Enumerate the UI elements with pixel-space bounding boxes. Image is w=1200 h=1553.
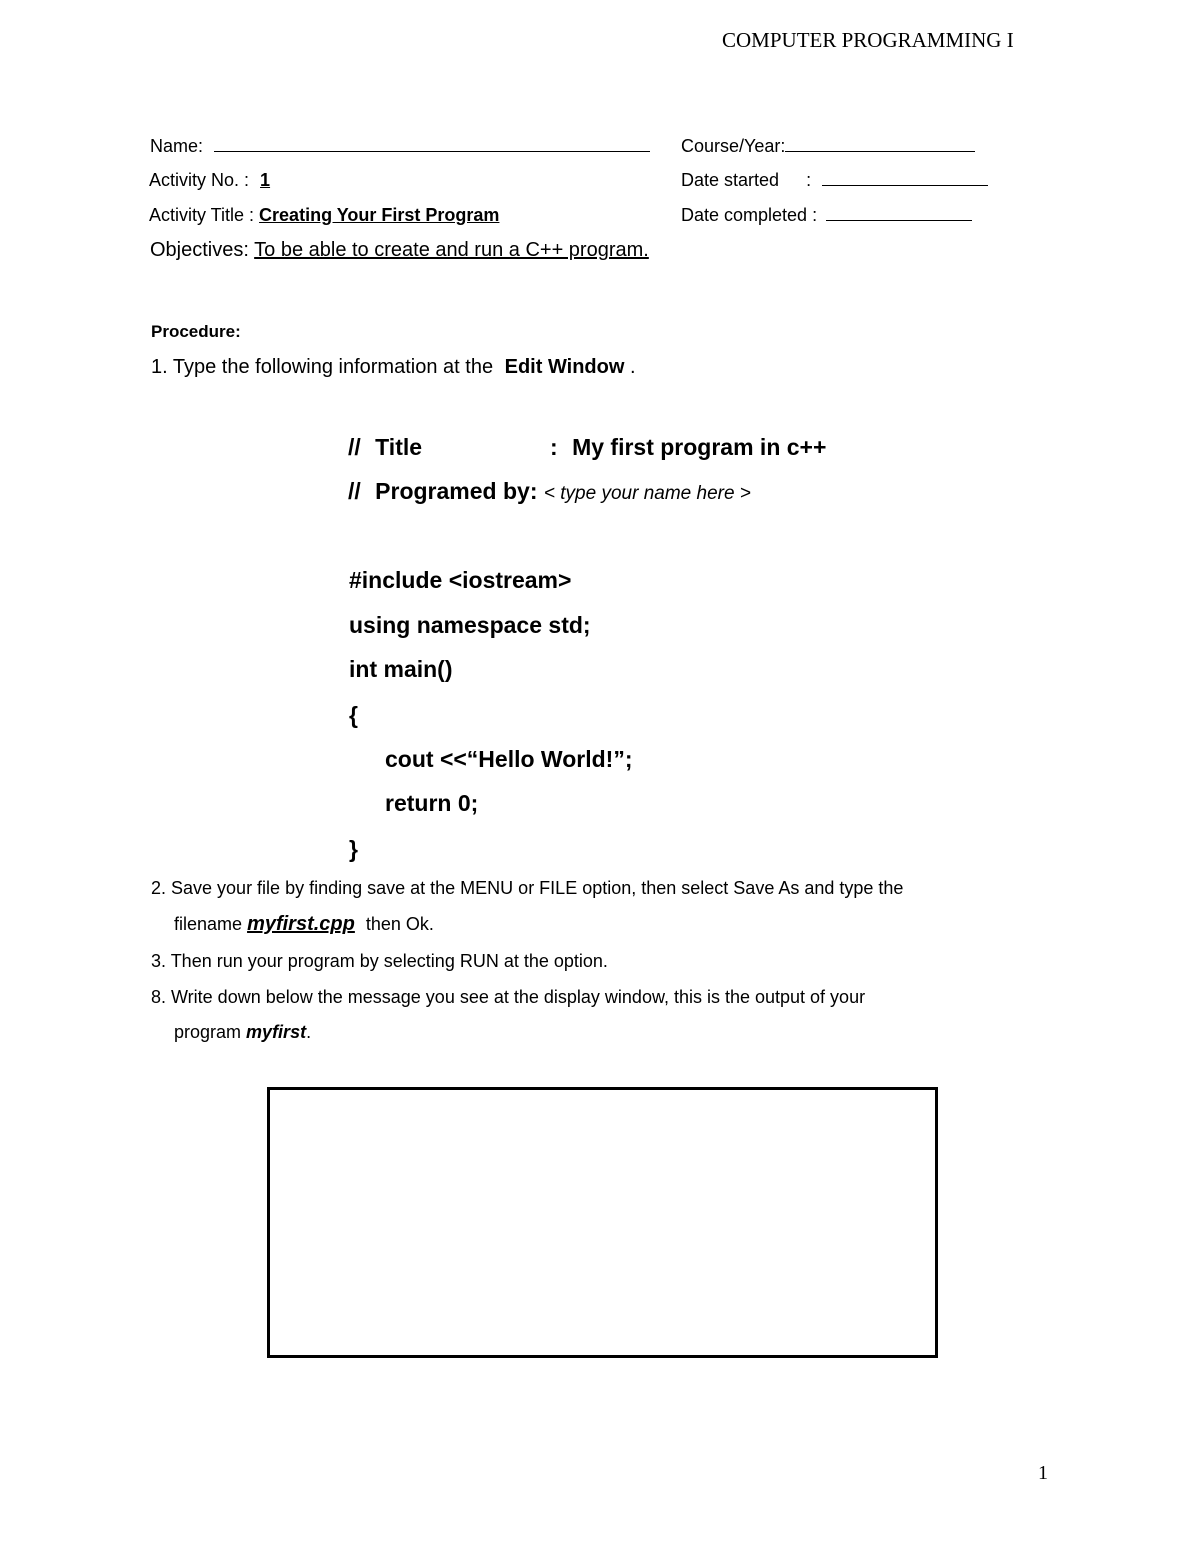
step-2-line-1: 2. Save your file by finding save at the MENU or FILE option, then select Save As and type the	[151, 878, 904, 898]
program-name-myfirst: myfirst	[246, 1022, 307, 1042]
activity-no-row	[149, 170, 270, 191]
procedure-heading: Procedure:	[151, 322, 241, 341]
filename-myfirst-cpp: myfirst.cpp	[247, 913, 355, 935]
name-field-row	[150, 136, 650, 157]
code-line-close-brace: }	[349, 836, 358, 862]
edit-window-label: Edit Window	[504, 356, 625, 378]
activity-title-value: Creating Your First Program	[259, 205, 500, 225]
date-started-row	[681, 170, 988, 191]
course-year-blank[interactable]	[785, 137, 975, 152]
course-year-row	[681, 136, 975, 157]
objectives-value: To be able to create and run a C++ program.	[254, 239, 649, 261]
date-completed-blank[interactable]	[826, 206, 972, 221]
code-line-include: #include <iostream>	[349, 567, 572, 593]
objectives-row	[150, 239, 649, 262]
step-8-line-1: 8. Write down below the message you see at the display window, this is the output of your	[151, 987, 866, 1007]
code-line-open-brace: {	[349, 702, 358, 728]
activity-no-value: 1	[260, 170, 271, 190]
code-line-main: int main()	[349, 656, 453, 682]
code-line-namespace: using namespace std;	[349, 612, 591, 638]
activity-title-row	[149, 205, 499, 226]
date-started-label: Date started	[681, 170, 780, 190]
step-8-line-2: program myfirst.	[174, 1022, 312, 1042]
course-year-label: Course/Year:	[681, 136, 786, 156]
name-blank[interactable]	[214, 137, 650, 152]
objectives-label: Objectives:	[150, 239, 249, 261]
date-started-blank[interactable]	[822, 171, 988, 186]
activity-no-label: Activity No. :	[149, 170, 250, 190]
step-1: 1. Type the following information at the Edit Window .	[151, 356, 636, 378]
date-completed-row	[681, 205, 972, 226]
code-comment-author: // Programed by: < type your name here >	[348, 478, 751, 504]
activity-title-label: Activity Title :	[149, 205, 255, 225]
course-header: COMPUTER PROGRAMMING I	[722, 28, 1014, 52]
code-comment-title-value: : My first program in c++	[550, 434, 827, 460]
code-comment-title: // Title	[348, 434, 423, 460]
name-placeholder: < type your name here >	[543, 483, 751, 504]
page-number: 1	[1038, 1462, 1048, 1484]
step-3: 3. Then run your program by selecting RUN at the option.	[151, 951, 608, 971]
step-2-line-2: filename myfirst.cpp then Ok.	[174, 913, 434, 935]
date-started-colon: :	[806, 170, 812, 190]
name-label: Name:	[150, 136, 204, 156]
output-answer-box[interactable]	[267, 1087, 938, 1358]
code-line-return: return 0;	[385, 790, 479, 816]
code-line-cout: cout <<“Hello World!”;	[385, 746, 633, 772]
date-completed-label: Date completed :	[681, 205, 818, 225]
